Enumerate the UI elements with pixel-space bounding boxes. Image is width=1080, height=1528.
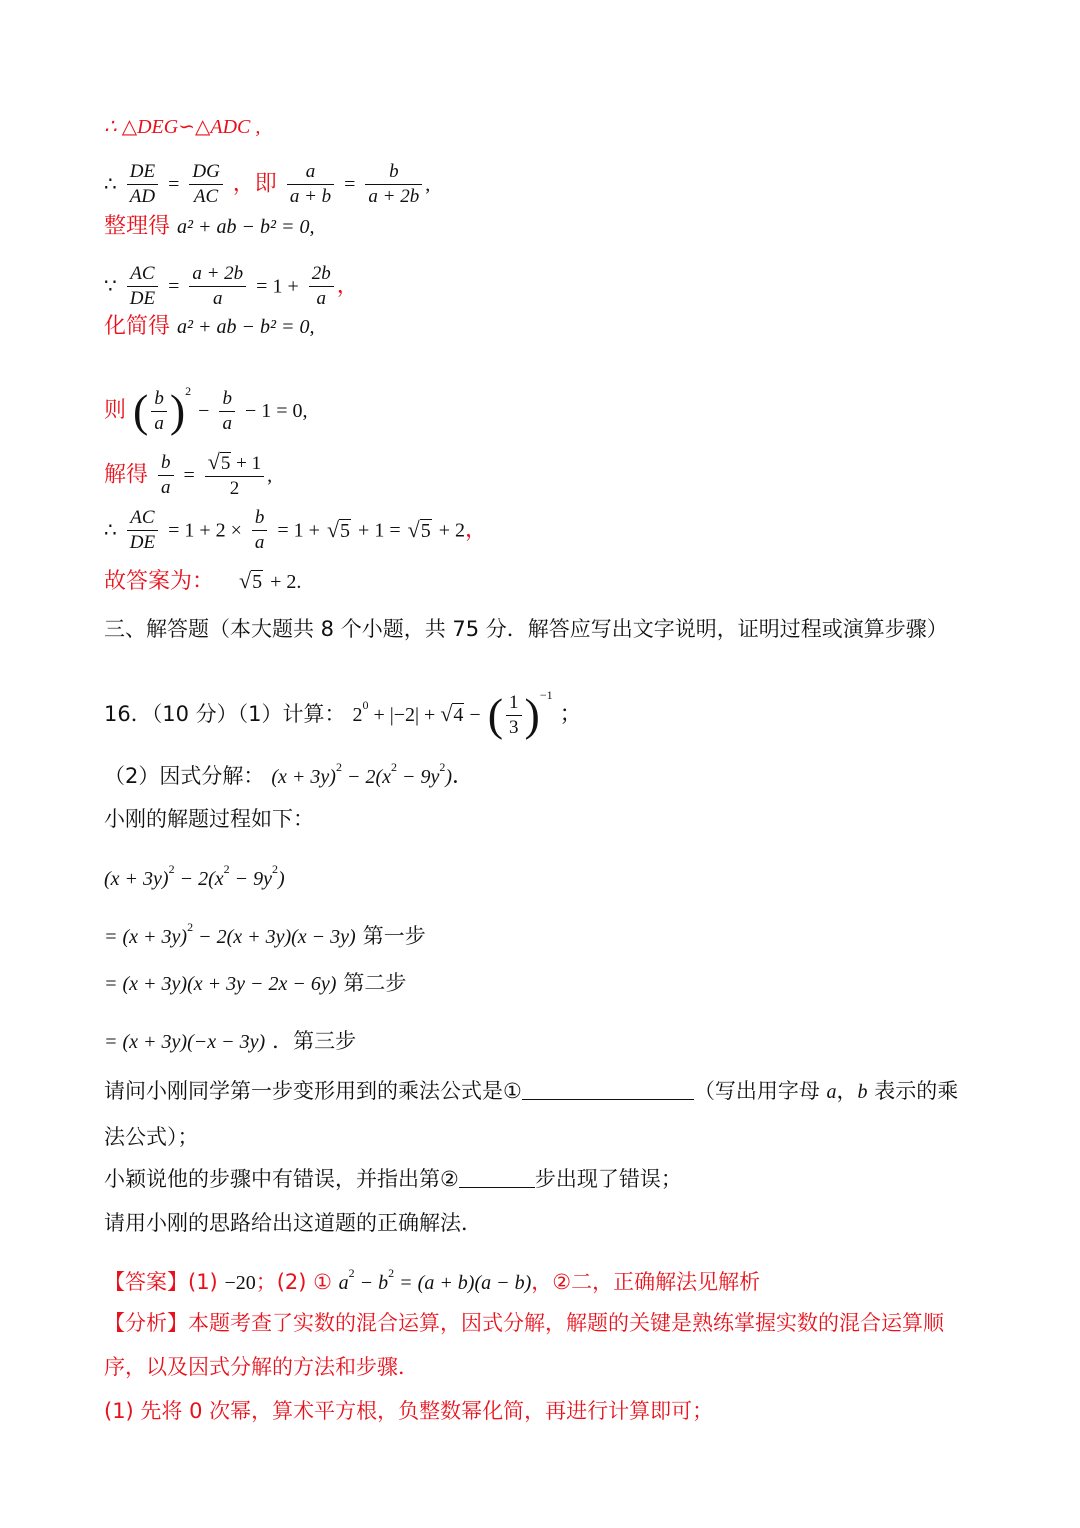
quadratic-equation: a² + ab − b² = 0, xyxy=(177,216,315,238)
ratio-line: ∴ $\frac{DE}{AD}$ = $\frac{DG}{AC}$ ，即 $\frac{a}{a + b}$ = $\frac{b}{a + 2b}$ , xyxy=(104,161,431,207)
similarity-statement: ∴ △DEG∽△ADC , xyxy=(104,116,261,138)
analysis-tag: 【分析】 xyxy=(104,1311,188,1335)
connector-text: ，即 xyxy=(232,171,277,197)
step2-line: = (x + 3y)(x + 3y − 2x − 6y) 第二步 xyxy=(104,971,407,995)
expr-part-1: = 1 + 2 × xyxy=(168,519,242,542)
question-1-text-a: 请问小刚同学第一步变形用到的乘法公式是① xyxy=(104,1079,522,1103)
fraction-dg-ac: $\frac{DG}{AC}$ xyxy=(189,160,222,209)
answer-part1-label: (1) xyxy=(188,1270,218,1294)
label-zhengli: 整理得 xyxy=(104,214,171,239)
solution-intro: 小刚的解题过程如下： xyxy=(104,807,314,831)
fraction-2b-over-a: $\frac{2b}{a}$ xyxy=(309,262,334,311)
step2-label: 第二步 xyxy=(343,971,407,995)
equation-tail: − 1 = 0, xyxy=(244,400,308,422)
q16-part2: （2）因式分解： $(x + 3y)^2 - 2(x^2 - 9y^2)$． xyxy=(104,760,475,789)
blank-1[interactable] xyxy=(522,1077,694,1100)
fraction-one-third: $\frac{1}{3}$ xyxy=(506,691,522,740)
because-symbol: ∵ xyxy=(104,275,117,298)
label-answer: 故答案为： xyxy=(104,569,215,594)
label-huajian: 化简得 xyxy=(104,314,171,339)
quadratic-equation-2: a² + ab − b² = 0, xyxy=(177,316,315,338)
step3-label: ．第三步 xyxy=(272,1029,357,1053)
analysis-text-1: 本题考查了实数的混合运算，因式分解，解题的关键是熟练掌握实数的混合运算顺 xyxy=(188,1311,944,1335)
step3-line: = (x + 3y)(−x − 3y) ．第三步 xyxy=(104,1029,357,1053)
fraction-b-over-a-plus-2b: $\frac{b}{a + 2b}$ xyxy=(365,160,422,209)
section-heading: 三、解答题（本大题共 8 个小题，共 75 分．解答应写出文字说明，证明过程或演算步骤） xyxy=(104,617,948,641)
ratio-quadratic-line: 则 ( $\frac{b}{a}$ )$^2$ − $\frac{b}{a}$ − 1 = 0, xyxy=(104,384,308,436)
expr-part-4: + 2 xyxy=(438,519,465,542)
fraction-a-plus-2b-over-a: $\frac{a + 2b}{a}$ xyxy=(189,262,246,311)
therefore-symbol-2: ∴ xyxy=(104,519,117,542)
part2-label: （2）因式分解： xyxy=(104,764,265,788)
question-1: 请问小刚同学第一步变形用到的乘法公式是① （写出用字母 a，b 表示的乘 xyxy=(104,1079,959,1103)
answer-part3: ，②二，正确解法见解析 xyxy=(531,1270,761,1294)
ac-de-line: ∵ $\frac{AC}{DE}$ = $\frac{a + 2b}{a}$ = 1 + $\frac{2b}{a}$ ， xyxy=(104,263,359,309)
solution-line: 解得 $\frac{b}{a}$ = $\frac{√5 + 1}{2}$ , xyxy=(104,449,273,499)
fraction-ac-de: $\frac{AC}{DE}$ xyxy=(127,262,158,311)
q16-part1: 16．（10 分）（1）计算： $2^0 + |-2| + √4$ − ( $\frac{1}{3}$ )$^{-1}$ ； xyxy=(104,688,582,740)
therefore-symbol: ∴ xyxy=(104,173,117,196)
simplify-line-1 xyxy=(104,212,315,242)
question-2-text-b: 步出现了错误； xyxy=(534,1167,682,1191)
equals-one-plus: = 1 + xyxy=(256,275,299,298)
fraction-b-over-a-3: $\frac{b}{a}$ xyxy=(158,451,174,500)
expr-part-2: = 1 + xyxy=(277,519,320,542)
fraction-golden-ratio: $\frac{√5 + 1}{2}$ xyxy=(205,450,264,501)
analysis-line-1 xyxy=(104,1308,944,1338)
fraction-ac-de-2: $\frac{AC}{DE}$ xyxy=(127,506,158,555)
step1-label: 第一步 xyxy=(362,924,426,948)
label-ze: 则 xyxy=(104,398,127,423)
simplify-line-2 xyxy=(104,312,315,342)
step0-expression: $(x + 3y)^2 - 2(x^2 - 9y^2)$ xyxy=(104,862,285,890)
question-1-tail: 法公式）； xyxy=(104,1125,199,1149)
similar-triangles-line xyxy=(104,112,260,142)
answer-tag: 【答案】 xyxy=(104,1270,188,1294)
analysis-line-3: (1) 先将 0 次幂，算术平方根，负整数幂化简，再进行计算即可； xyxy=(104,1399,714,1423)
answer-part2-label: ；(2) ① xyxy=(255,1270,332,1294)
answer-line: 【答案】(1) −20；(2) ① $a^2 - b^2 = (a + b)(a - b)$，②二，正确解法见解析 xyxy=(104,1266,761,1294)
fraction-a-over-a-plus-b: $\frac{a}{a + b}$ xyxy=(287,160,334,209)
fraction-b-over-a-2: $\frac{b}{a}$ xyxy=(219,387,235,436)
expr-part-3: + 1 = xyxy=(358,519,401,542)
blank-2[interactable] xyxy=(459,1165,535,1188)
final-answer-value: + 2. xyxy=(270,571,302,593)
label-jiede: 解得 xyxy=(104,462,149,488)
step1-line: = $(x + 3y)^2 - 2(x + 3y)(x - 3y)$ 第一步 xyxy=(104,920,426,948)
question-3: 请用小刚的思路给出这道题的正确解法． xyxy=(104,1211,482,1235)
answer-value-1: −20 xyxy=(224,1272,256,1294)
fraction-b-over-a: $\frac{b}{a}$ xyxy=(151,387,167,436)
analysis-line-2: 序，以及因式分解的方法和步骤． xyxy=(104,1355,419,1379)
fraction-de-ad: $\frac{DE}{AD}$ xyxy=(127,160,158,209)
question-2 xyxy=(104,1164,682,1194)
q16-label: 16．（10 分）（1）计算： xyxy=(104,702,346,726)
question-1-text-b: （写出用字母 xyxy=(693,1079,820,1103)
final-ratio-line: ∴ $\frac{AC}{DE}$ = 1 + 2 × $\frac{b}{a}$ = 1 + √5 + 1 = √5 + 2， xyxy=(104,507,487,553)
question-2-text-a: 小颖说他的步骤中有错误，并指出第② xyxy=(104,1167,459,1191)
question-1-text-c: 表示的乘 xyxy=(874,1079,959,1103)
fraction-b-over-a-4: $\frac{b}{a}$ xyxy=(252,506,268,555)
final-answer-line: 故答案为： √5 + 2. xyxy=(104,568,302,594)
